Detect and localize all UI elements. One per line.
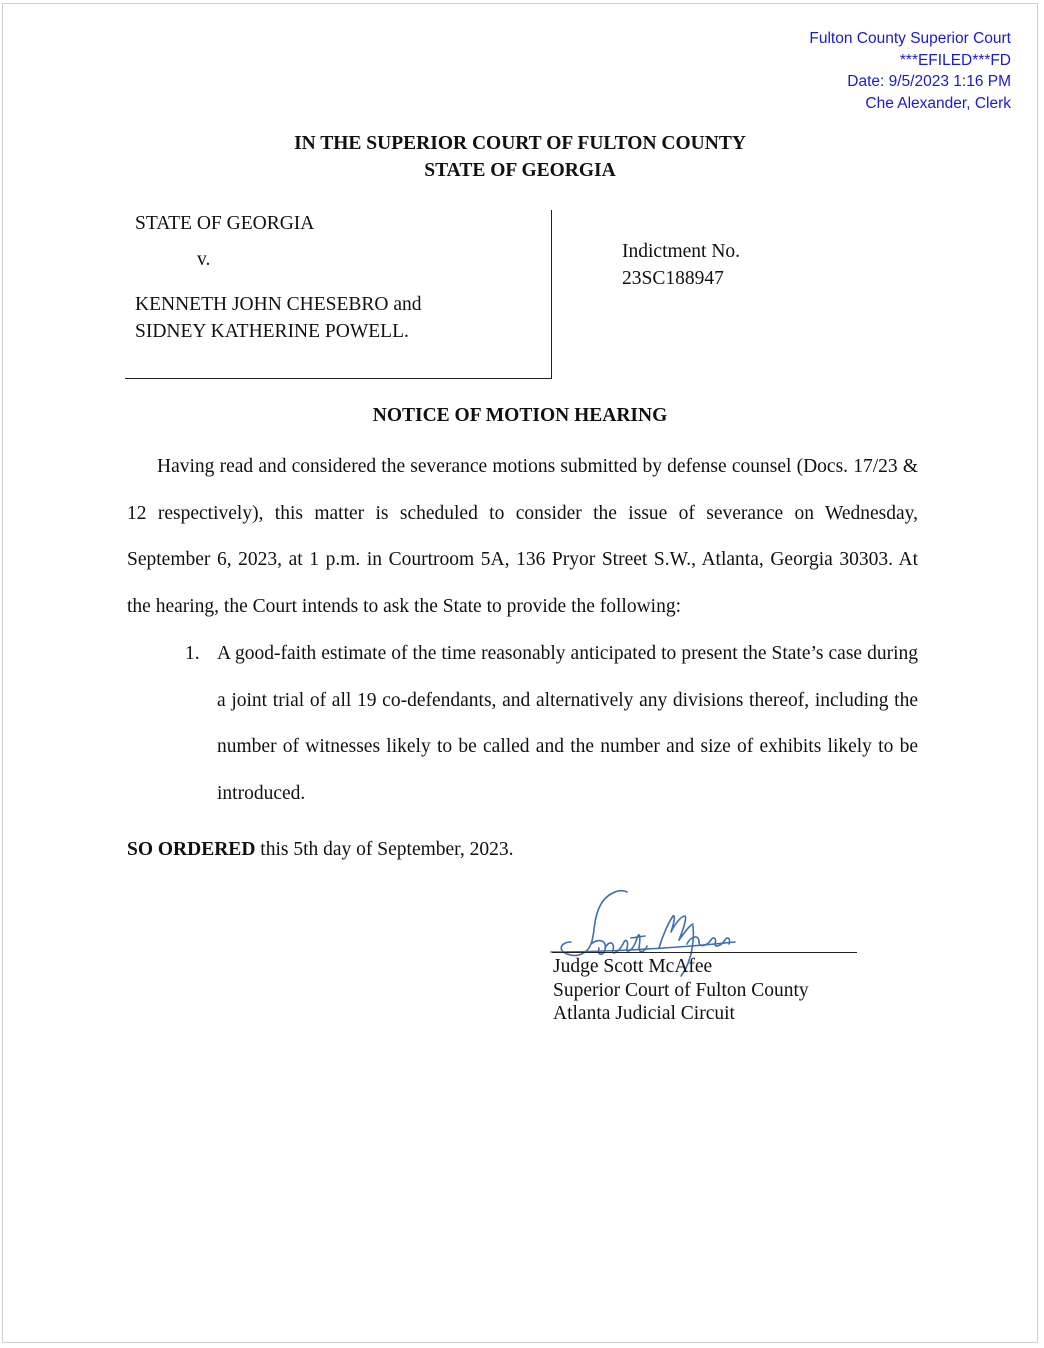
efiled-stamp xyxy=(809,28,1011,114)
indictment-block xyxy=(622,238,740,292)
body-paragraph: Having read and considered the severance motions submitted by defense counsel (Docs. 17/23 & 12 respectively), this matter is scheduled to consider the issue of severance on Wednesday, September 6, 2023, at 1 p.m. in Courtroom 5A, 136 Pryor Street S.W., Atlanta, Georgia 30303. At the hearing, the Court intends to ask the State to provide the following: xyxy=(127,456,918,617)
case-caption-parties xyxy=(135,210,422,345)
judge-circuit: Atlanta Judicial Circuit xyxy=(553,1003,735,1024)
document-page xyxy=(2,3,1038,1343)
versus: v. xyxy=(197,249,211,270)
so-ordered-bold: SO ORDERED xyxy=(127,839,256,860)
judge-block xyxy=(553,955,809,1026)
so-ordered-line xyxy=(127,836,514,863)
defendants xyxy=(135,291,422,345)
stamp-clerk: Che Alexander, Clerk xyxy=(865,94,1011,112)
stamp-court: Fulton County Superior Court xyxy=(809,30,1011,47)
list-item-number: 1. xyxy=(185,643,200,664)
signature-line xyxy=(552,952,857,953)
court-name: IN THE SUPERIOR COURT OF FULTON COUNTY xyxy=(294,133,746,154)
stamp-efiled: ***EFILED***FD xyxy=(899,51,1011,69)
notice-title: NOTICE OF MOTION HEARING xyxy=(372,405,668,426)
indictment-label: Indictment No. xyxy=(622,241,741,262)
caption-divider-vertical xyxy=(551,210,552,379)
judge-name: Judge Scott McAfee xyxy=(553,956,713,977)
defendant-2: SIDNEY KATHERINE POWELL. xyxy=(135,321,409,342)
plaintiff: STATE OF GEORGIA xyxy=(135,213,315,234)
judge-court: Superior Court of Fulton County xyxy=(553,979,809,1001)
indictment-number: 23SC188947 xyxy=(622,268,724,289)
court-heading xyxy=(3,130,1037,184)
list-item xyxy=(185,631,918,817)
list-item-text: A good-faith estimate of the time reasonably anticipated to present the State’s case during a joint trial of all 19 co-defendants, and alternatively any divisions thereof, including the number of witnesses likely to be called and the number and size of exhibits likely to be introduced. xyxy=(217,643,918,804)
stamp-date: Date: 9/5/2023 1:16 PM xyxy=(847,73,1011,90)
caption-divider-horizontal xyxy=(125,378,552,379)
court-state: STATE OF GEORGIA xyxy=(424,160,616,181)
defendant-1: KENNETH JOHN CHESEBRO and xyxy=(135,294,422,315)
so-ordered-rest: this 5th day of September, 2023. xyxy=(255,839,514,860)
